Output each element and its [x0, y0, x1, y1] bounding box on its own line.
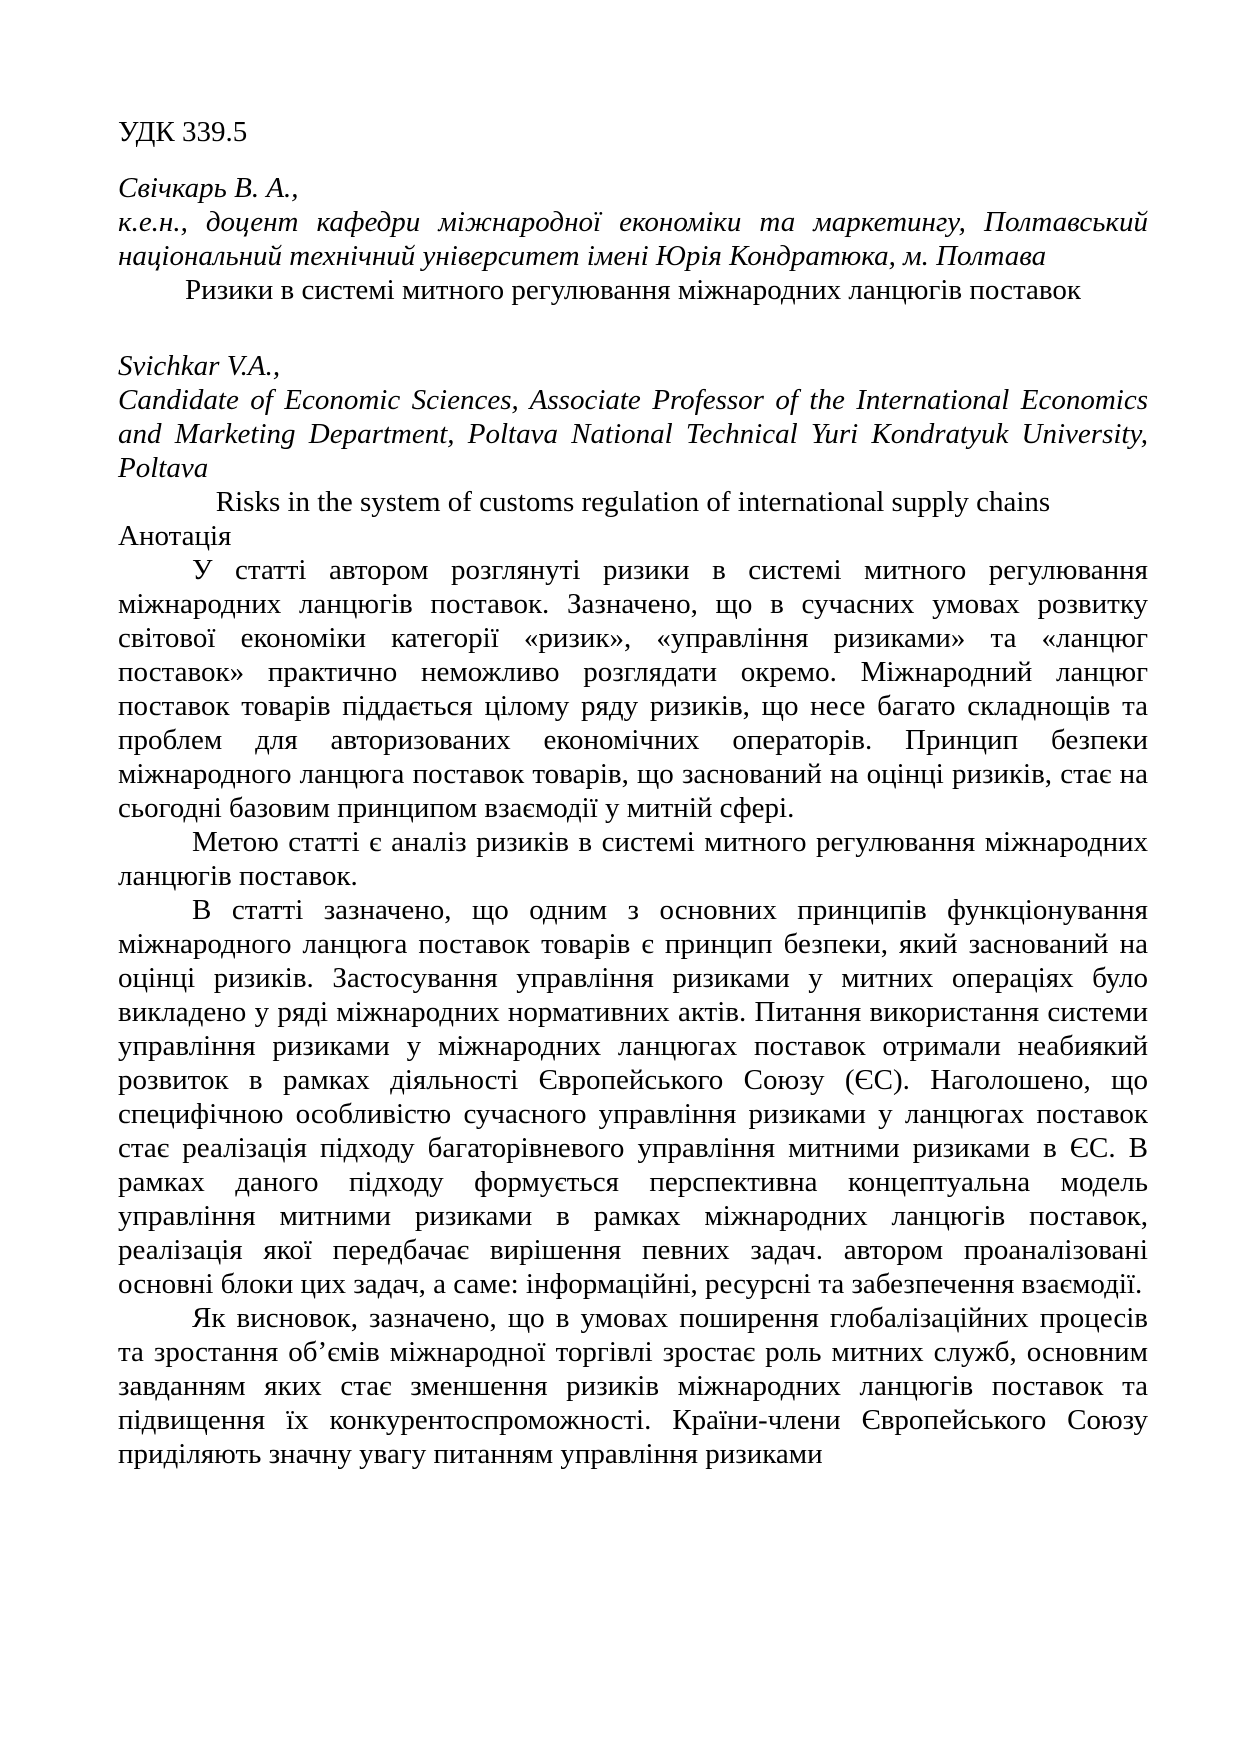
abstract-paragraph-4: Як висновок, зазначено, що в умовах поширення глобалізаційних процесів та зростання об’ємів міжнародної торгівлі зростає роль митних служб, основним завданням яких стає зменшення ризиків міжнародних ланцюгів поставок та підвищення їх конкурентоспроможності. Країни-члени Європейського Союзу приділяють значну увагу питанням управління ризиками [118, 1302, 1148, 1470]
author-affiliation-uk: к.е.н., доцент кафедри міжнародної економіки та маркетингу, Полтавський національний технічний університет імені Юрія Кондратюка, м. Полтава [118, 206, 1148, 272]
abstract-paragraph-1: У статті автором розглянуті ризики в системі митного регулювання міжнародних ланцюгів поставок. Зазначено, що в сучасних умовах розвитку світової економіки категорії «ризик», «управління ризиками» та «ланцюг поставок» практично неможливо розглядати окремо. Міжнародний ланцюг поставок товарів піддається цілому ряду ризиків, що несе багато складнощів та проблем для авторизованих економічних операторів. Принцип безпеки міжнародного ланцюга поставок товарів, що заснований на оцінці ризиків, стає на сьогодні базовим принципом взаємодії у митній сфері. [118, 554, 1148, 824]
author-affiliation-en: Candidate of Economic Sciences, Associate Professor of the International Economics and Marketing Department, Poltava National Technical Yuri Kondratyuk University, Poltava [118, 384, 1148, 484]
author-block-en [118, 349, 1148, 485]
author-name-uk: Свічкарь В. А., [118, 172, 299, 204]
udc-code: УДК 339.5 [118, 116, 248, 148]
article-title-en: Risks in the system of customs regulation of international supply chains [215, 486, 1051, 518]
article-title-uk: Ризики в системі митного регулювання міжнародних ланцюгів поставок [185, 274, 1081, 306]
author-block-uk [118, 171, 1148, 273]
abstract-paragraph-2: Метою статті є аналіз ризиків в системі митного регулювання міжнародних ланцюгів поставок. [118, 826, 1148, 892]
abstract-paragraph-3: В статті зазначено, що одним з основних принципів функціонування міжнародного ланцюга поставок товарів є принцип безпеки, який заснований на оцінці ризиків. Застосування управління ризиками у митних операціях було викладено у ряді міжнародних нормативних актів. Питання використання системи управління ризиками у міжнародних ланцюгах поставок отримали неабиякий розвиток в рамках діяльності Європейського Союзу (ЄС). Наголошено, що специфічною особливістю сучасного управління ризиками у ланцюгах поставок стає реалізація підходу багаторівневого управління митними ризиками в ЄС. В рамках даного підходу формується перспективна концептуальна модель управління митними ризиками в рамках міжнародних ланцюгів поставок, реалізація якої передбачає вирішення певних задач. автором проаналізовані основні блоки цих задач, а саме: інформаційні, ресурсні та забезпечення взаємодії. [118, 894, 1148, 1300]
abstract-heading: Анотація [118, 520, 232, 552]
abstract-body [118, 553, 1148, 1471]
author-name-en: Svichkar V.A., [118, 350, 281, 382]
